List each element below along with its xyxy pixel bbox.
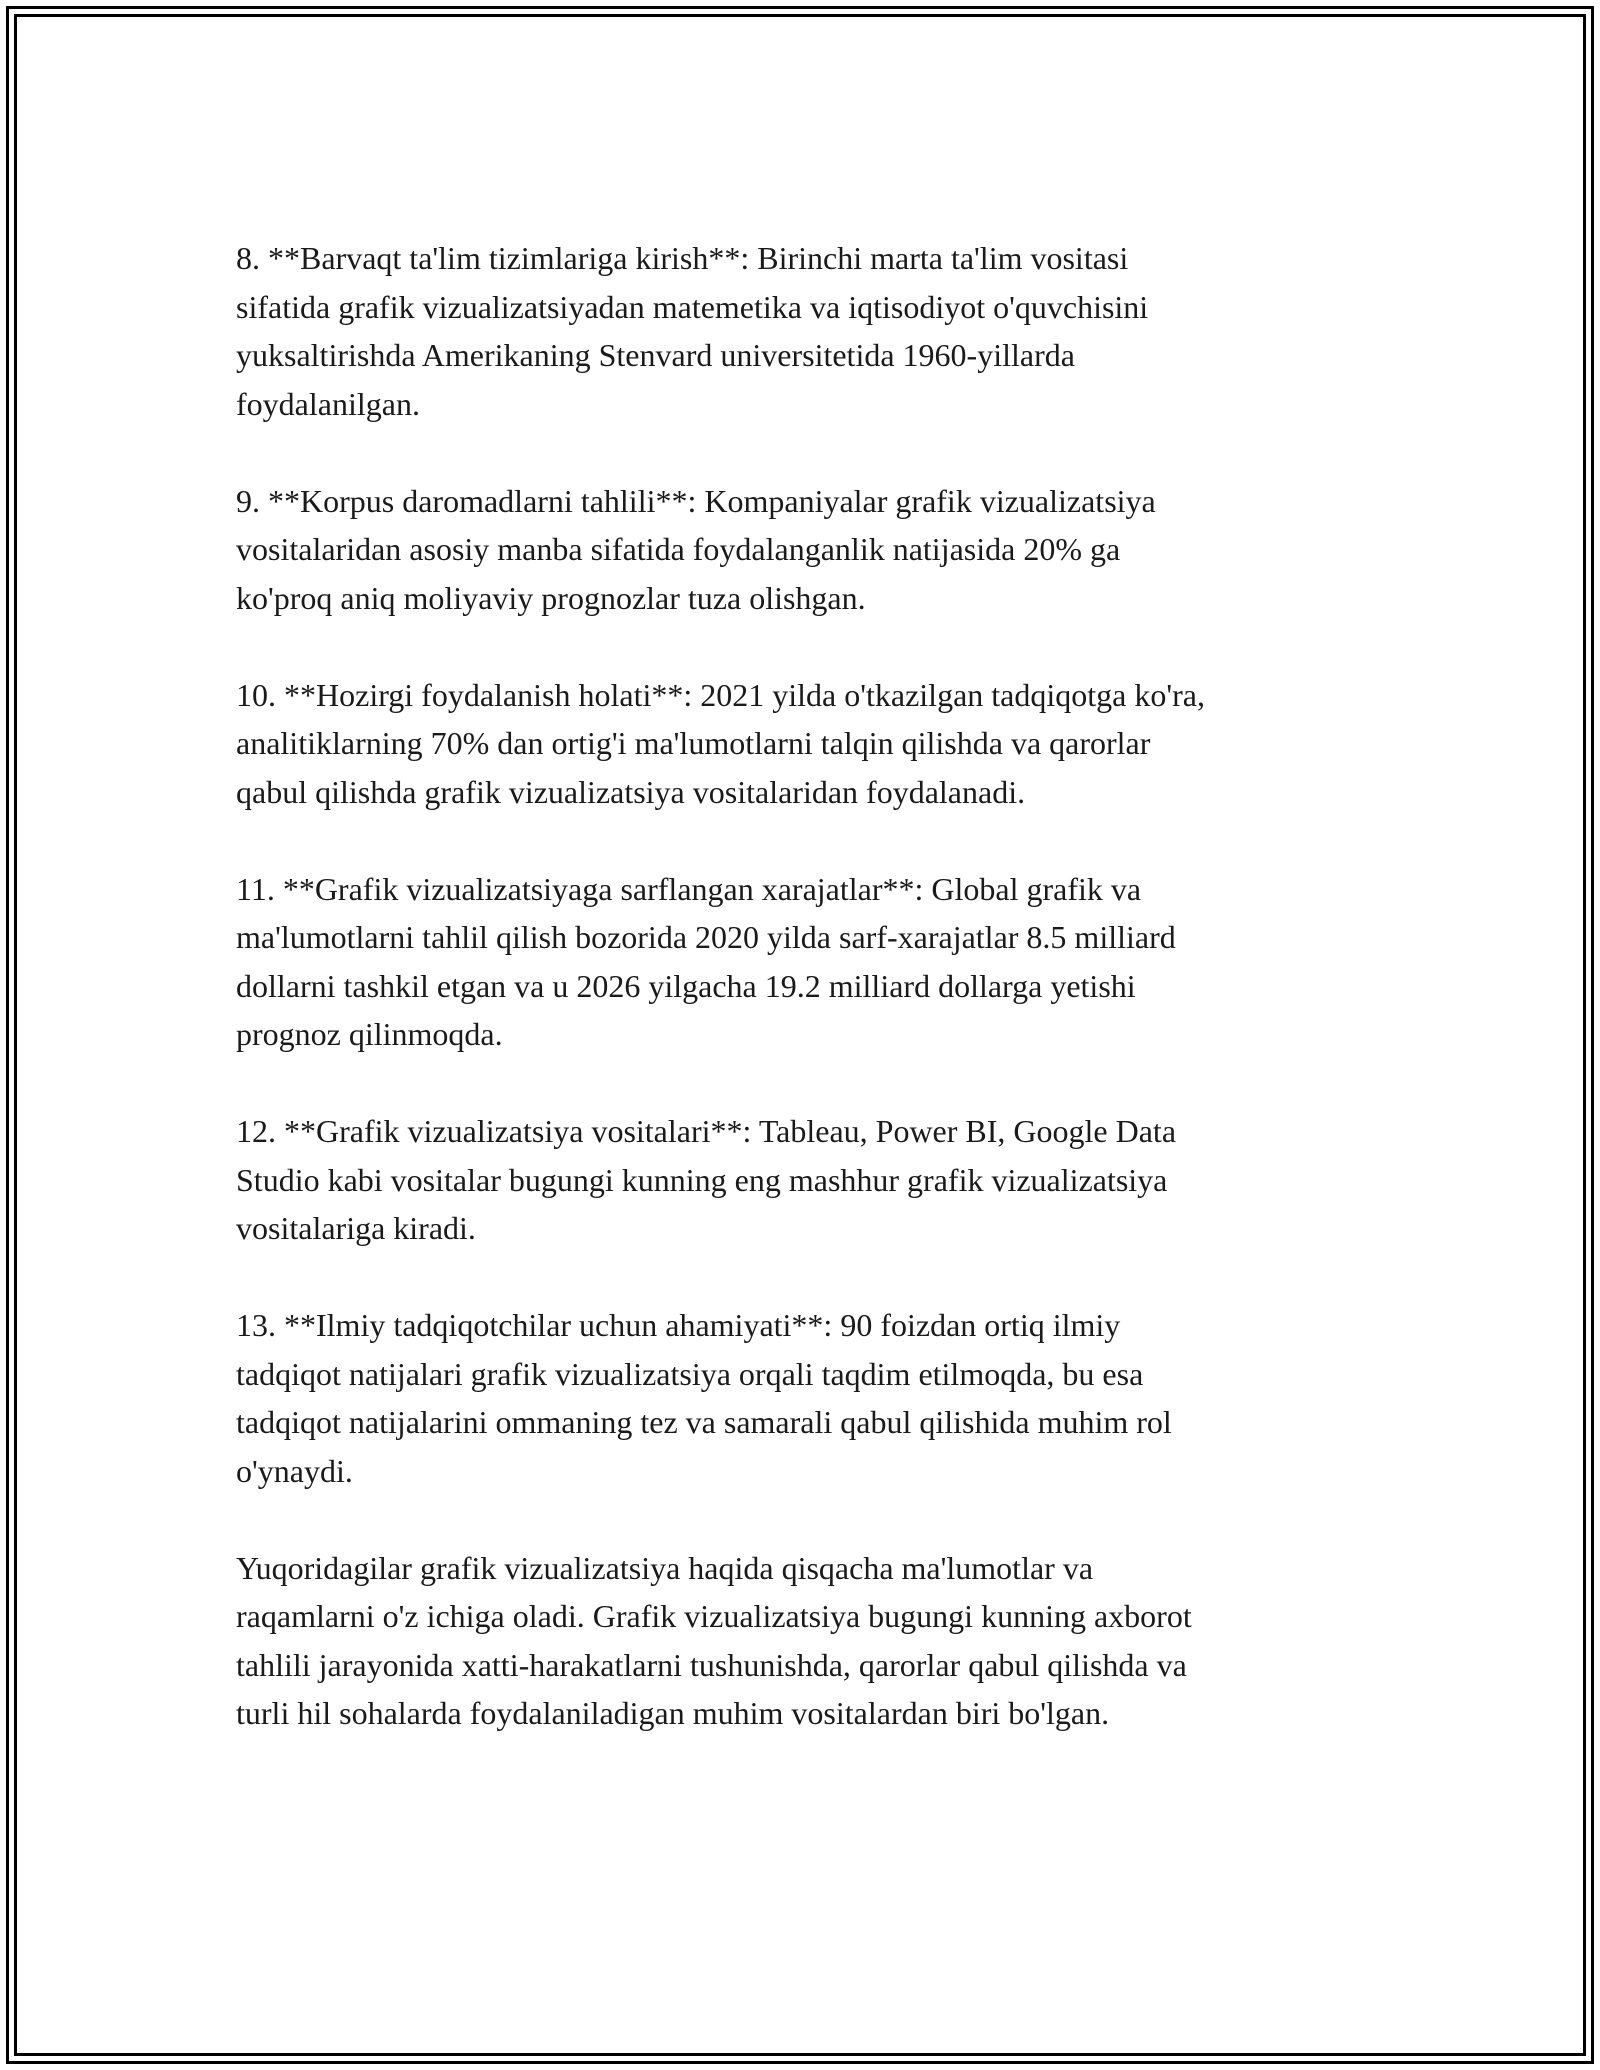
list-item-12: 12. **Grafik vizualizatsiya vositalari**: Tableau, Power BI, Google Data Studio kabi vositalar bugungi kunning eng mashhur grafik vizualizatsiya vositalariga kiradi.	[236, 1113, 1177, 1246]
list-item-9: 9. **Korpus daromadlarni tahlili**: Kompaniyalar grafik vizualizatsiya vositalaridan asosiy manba sifatida foydalanganlik natijasida 20% ga ko'proq aniq moliyaviy prognozlar tuza olishgan.	[236, 482, 1156, 616]
document-body	[236, 234, 1366, 1738]
list-item-8: 8. **Barvaqt ta'lim tizimlariga kirish**: Birinchi marta ta'lim vositasi sifatida grafik vizualizatsiyadan matemetika va iqtisodiyot o'quvchisini yuksaltirishda Amerikaning Stenvard universitetida 1960-yillarda foydalanilgan.	[236, 240, 1149, 422]
list-item-13: 13. **Ilmiy tadqiqotchilar uchun ahamiyati**: 90 foizdan ortiq ilmiy tadqiqot natijalari grafik vizualizatsiya orqali taqdim etilmoqda, bu esa tadqiqot natijalarini ommaning tez va samarali qabul qilishida muhim rol o'ynaydi.	[236, 1307, 1172, 1489]
list-item-11: 11. **Grafik vizualizatsiyaga sarflangan xarajatlar**: Global grafik va ma'lumotlarni tahlil qilish bozorida 2020 yilda sarf-xarajatlar 8.5 milliard dollarni tashkil etgan va u 2026 yilgacha 19.2 milliard dollarga yetishi prognoz qilinmoqda.	[236, 870, 1176, 1052]
list-item-10: 10. **Hozirgi foydalanish holati**: 2021 yilda o'tkazilgan tadqiqotga ko'ra, analitiklarning 70% dan ortig'i ma'lumotlarni talqin qilishda va qarorlar qabul qilishda grafik vizualizatsiya vositalaridan foydalanadi.	[236, 676, 1205, 810]
summary-paragraph: Yuqoridagilar grafik vizualizatsiya haqida qisqacha ma'lumotlar va raqamlarni o'z ichiga oladi. Grafik vizualizatsiya bugungi kunning axborot tahlili jarayonida xatti-harakatlarni tushunishda, qarorlar qabul qilishda va turli hil sohalarda foydalaniladigan muhim vositalardan biri bo'lgan.	[236, 1549, 1192, 1731]
